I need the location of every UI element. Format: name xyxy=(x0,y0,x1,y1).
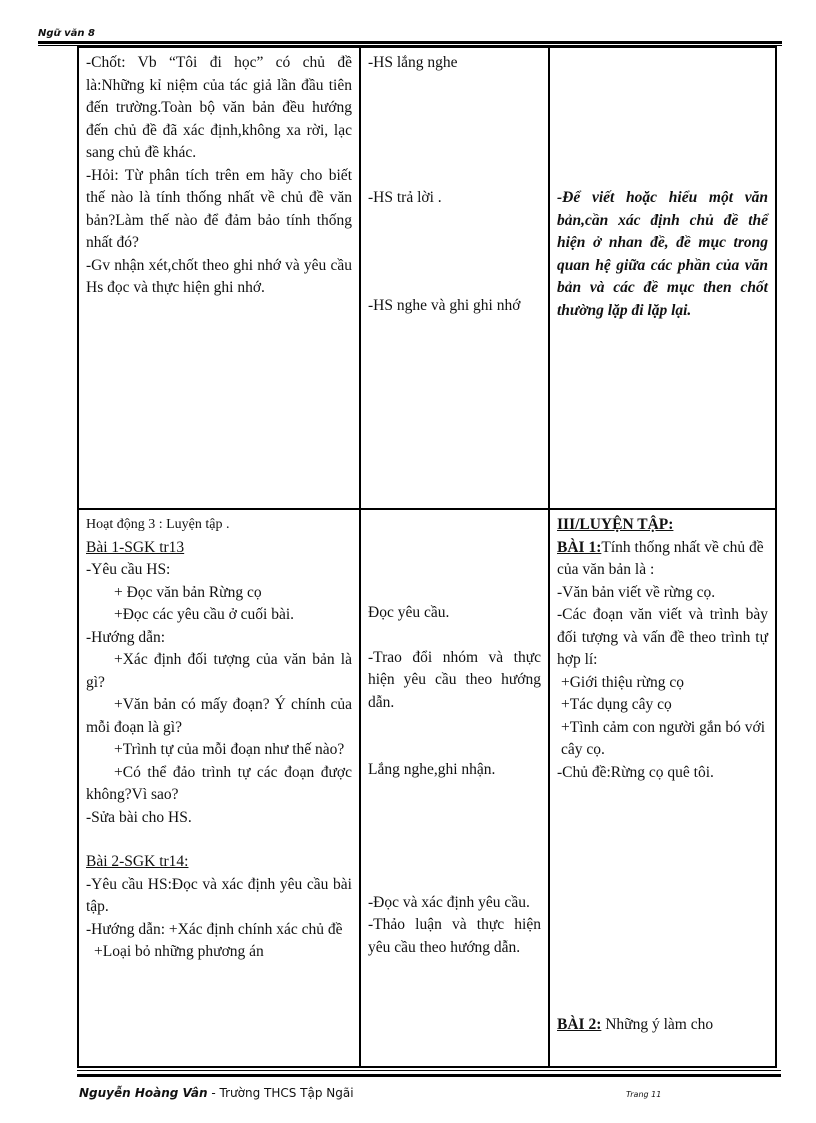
student-activity-cell xyxy=(360,47,549,509)
list-item: +Tác dụng cây cọ xyxy=(561,696,672,713)
exercise-text: Những ý làm cho xyxy=(601,1016,714,1033)
author-name: Nguyễn Hoàng Vân xyxy=(79,1086,208,1100)
summary-note: -Để viết hoặc hiểu một văn bản,cần xác định chủ đề thể hiện ở nhan đề, đề mục trong quan hệ giữa các phần của văn bản và các đề mục then chốt thường lặp đi lặp lại. xyxy=(557,189,768,319)
exercise-text: Tính thống nhất về chủ đề của văn bản là : xyxy=(557,538,764,578)
lesson-table xyxy=(77,46,777,1068)
paragraph: -Chốt: Vb “Tôi đi học” có chủ đề là:Những kỉ niệm của tác giả lần đầu tiên đến trường.Toàn bộ văn bản đều hướng đến chủ đề đã xác định,không xa rời, lạc sang chủ đề khác. xyxy=(86,54,352,161)
teacher-activity-cell xyxy=(78,509,360,1067)
exercise-label: BÀI 2: xyxy=(557,1016,602,1033)
list-item: -Chủ đề:Rừng cọ quê tôi. xyxy=(557,763,714,781)
content-cell xyxy=(549,509,776,1067)
list-item: -Hướng dẫn: +Xác định chính xác chủ đề xyxy=(86,920,343,938)
paragraph: -HS nghe và ghi ghi nhớ xyxy=(368,297,521,314)
school-name: - Trường THCS Tập Ngãi xyxy=(207,1086,354,1100)
list-item: -Các đoạn văn viết và trình bày đối tượng và vấn đề theo trình tự hợp lí: xyxy=(557,606,768,668)
paragraph: -Gv nhận xét,chốt theo ghi nhớ và yêu cầu Hs đọc và thực hiện ghi nhớ. xyxy=(86,256,352,296)
page-header-title: Ngữ văn 8 xyxy=(38,28,95,39)
list-item: -Hướng dẫn: xyxy=(86,628,166,646)
paragraph: -Thảo luận và thực hiện yêu cầu theo hướng dẫn. xyxy=(368,916,541,956)
paragraph: -HS lắng nghe xyxy=(368,54,458,71)
activity-title: Hoạt động 3 : Luyện tập . xyxy=(86,517,230,532)
paragraph: -Hỏi: Từ phân tích trên em hãy cho biết thế nào là tính thống nhất về chủ đề văn bản?Làm thế nào để đảm bảo tính thống nhất đó? xyxy=(86,166,352,251)
list-item: +Tình cảm con người gắn bó với cây cọ. xyxy=(561,718,765,758)
student-activity-cell xyxy=(360,509,549,1067)
exercise-title: Bài 2-SGK tr14: xyxy=(86,853,189,870)
paragraph: -HS trả lời . xyxy=(368,188,442,206)
page-number: Trang 11 xyxy=(626,1090,662,1099)
footer-rule-thin xyxy=(77,1070,781,1071)
paragraph: Lắng nghe,ghi nhận. xyxy=(368,761,496,778)
teacher-activity-cell xyxy=(78,47,360,509)
list-item: +Trình tự của mỗi đoạn như thế nào? xyxy=(114,741,345,758)
table-row xyxy=(78,47,776,509)
footer-rule xyxy=(77,1074,781,1077)
list-item: +Giới thiệu rừng cọ xyxy=(561,673,685,691)
list-item: +Có thể đảo trình tự các đoạn được không?Vì sao? xyxy=(86,763,352,803)
paragraph: Đọc yêu cầu. xyxy=(368,604,450,621)
list-item: +Văn bản có mấy đoạn? Ý chính của mỗi đoạn là gì? xyxy=(86,696,352,736)
paragraph: -Đọc và xác định yêu cầu. xyxy=(368,893,530,911)
paragraph: -Trao đổi nhóm và thực hiện yêu cầu theo hướng dẫn. xyxy=(368,648,541,711)
list-item: +Xác định đối tượng của văn bản là gì? xyxy=(86,651,352,691)
list-item: -Văn bản viết về rừng cọ. xyxy=(557,583,716,601)
list-item: +Đọc các yêu cầu ở cuối bài. xyxy=(114,606,295,623)
list-item: -Yêu cầu HS:Đọc và xác định yêu cầu bài tập. xyxy=(86,875,352,915)
list-item: -Yêu cầu HS: xyxy=(86,561,171,578)
content-cell xyxy=(549,47,776,509)
list-item: -Sửa bài cho HS. xyxy=(86,808,192,826)
exercise-title: Bài 1-SGK tr13 xyxy=(86,538,185,556)
footer xyxy=(79,1086,354,1100)
exercise-label: BÀI 1: xyxy=(557,538,602,556)
header-rule xyxy=(38,41,782,44)
table-row xyxy=(78,509,776,1067)
list-item: + Đọc văn bản Rừng cọ xyxy=(114,583,262,601)
list-item: +Loại bỏ những phương án xyxy=(94,943,264,960)
section-heading: III/LUYỆN TẬP: xyxy=(557,516,674,533)
